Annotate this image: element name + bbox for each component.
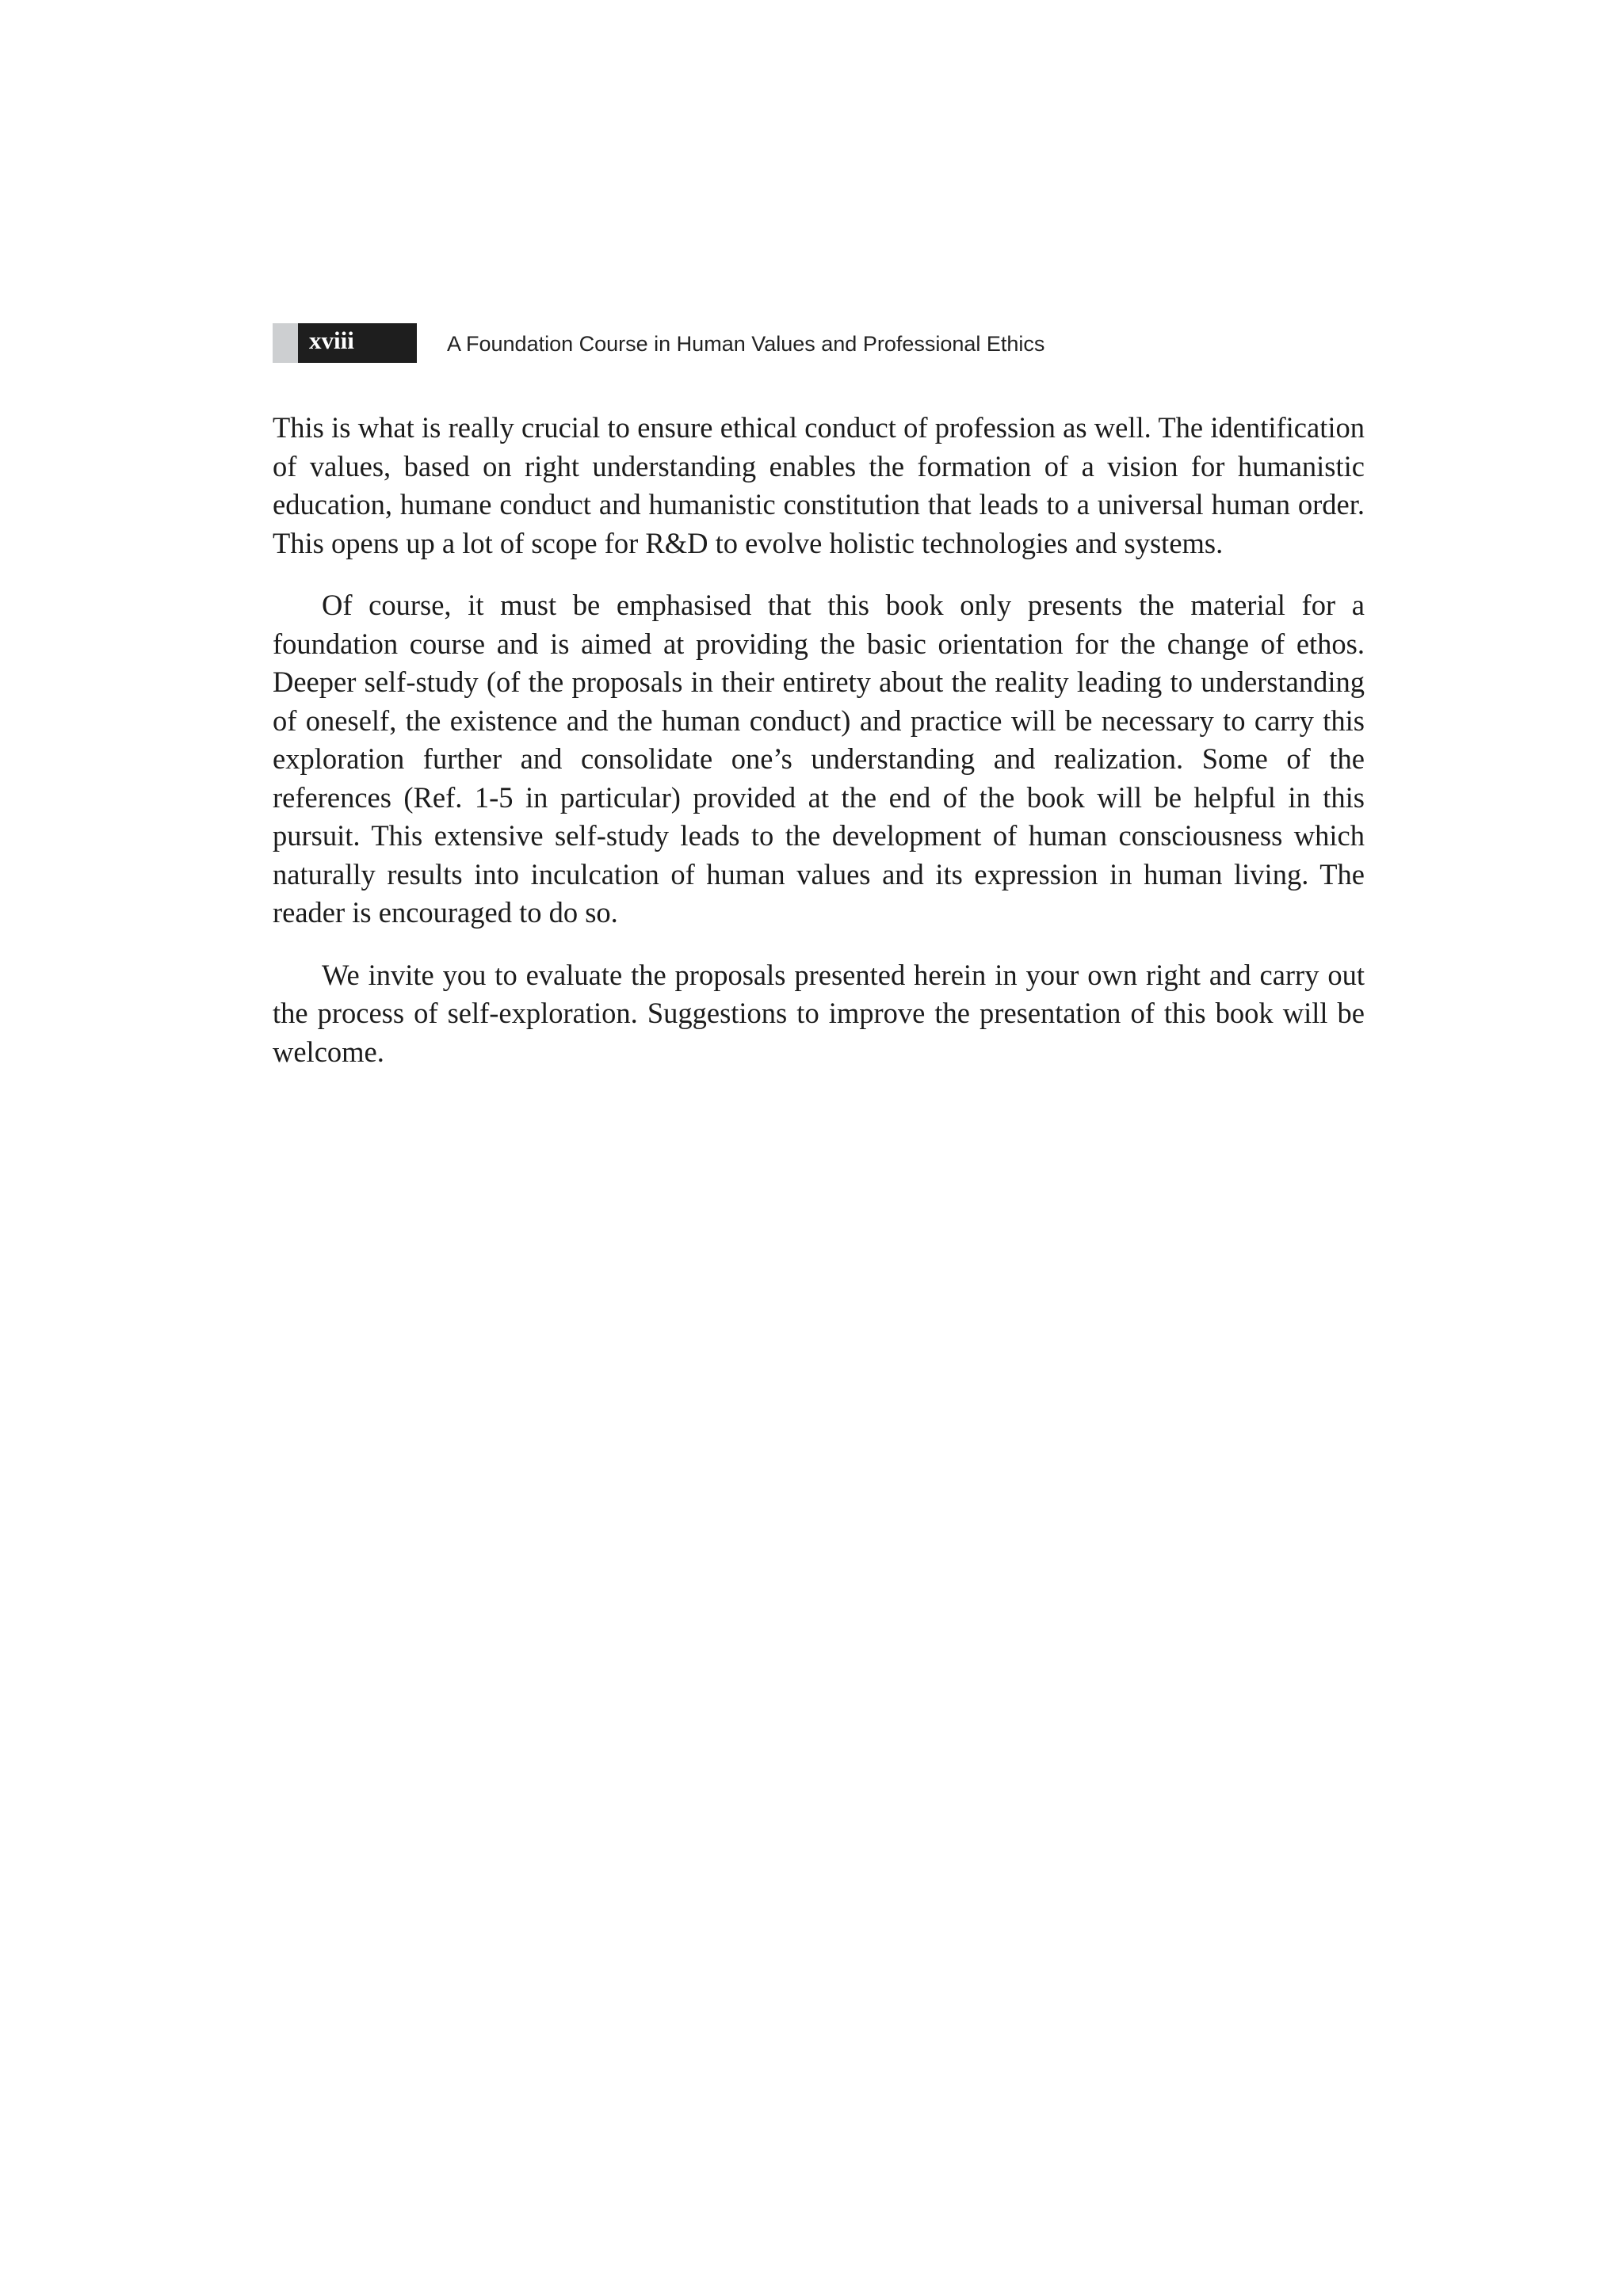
paragraph-2: Of course, it must be emphasised that this book only presents the material for a foundation course and is aimed at providing the basic orientation for the change of ethos. Deeper self-study (of the proposals in their entirety about the reality leading to understanding of oneself, the existence and the human conduct) and practice will be necessary to carry this exploration further and consolidate one’s understanding and realization. Some of the references (Ref. 1-5 in particular) provided at the end of the book will be helpful in this pursuit. This extensive self-study leads to the development of human consciousness which naturally results into inculcation of human values and its expression in human living. The reader is encouraged to do so. — [273, 589, 1365, 929]
paragraph-1: This is what is really crucial to ensure ethical conduct of profession as well. The identification of values, based on right understanding enables the formation of a vision for humanistic education, humane conduct and humanistic constitution that leads to a universal human order. This opens up a lot of scope for R&D to evolve holistic technologies and systems. — [273, 411, 1365, 559]
running-title: A Foundation Course in Human Values and Professional Ethics — [447, 332, 1045, 356]
paragraph-3: We invite you to evaluate the proposals presented herein in your own right and carry out the process of self-exploration. Suggestions to improve the presentation of this book will be welcome. — [273, 958, 1365, 1068]
body-text — [273, 409, 1365, 1095]
page-number-box — [273, 323, 417, 363]
page-number-tab — [273, 323, 298, 363]
page-number: xviii — [309, 326, 354, 354]
running-header — [273, 323, 1366, 363]
